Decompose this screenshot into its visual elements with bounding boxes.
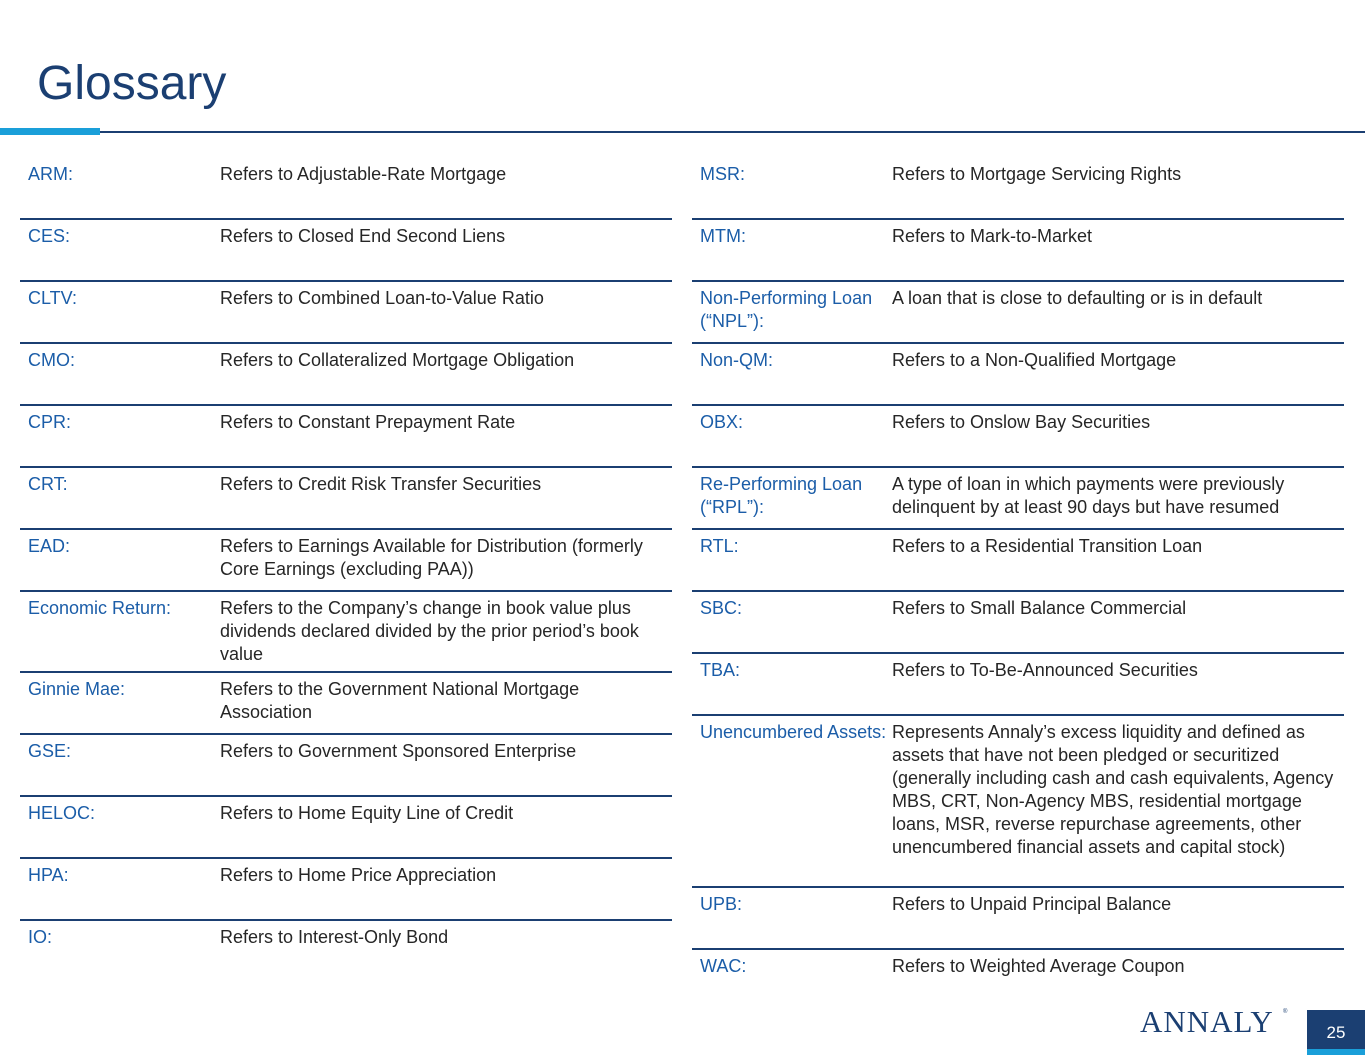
glossary-term: Non-QM:	[700, 350, 774, 370]
glossary-left-column	[20, 158, 672, 961]
glossary-definition: Refers to Home Price Appreciation	[220, 865, 497, 885]
glossary-row	[20, 282, 672, 344]
glossary-term: CES:	[28, 226, 71, 246]
glossary-row	[20, 220, 672, 282]
glossary-term: MTM:	[700, 226, 746, 246]
glossary-definition: Refers to Mark-to-Market	[892, 226, 1093, 246]
glossary-row	[692, 654, 1344, 716]
glossary-definition: A type of loan in which payments were previously delinquent by at least 90 days but have resumed	[892, 474, 1285, 517]
glossary-row	[20, 592, 672, 673]
glossary-row	[692, 888, 1344, 950]
glossary-definition: Refers to Adjustable-Rate Mortgage	[220, 164, 507, 184]
glossary-row	[692, 530, 1344, 592]
glossary-term: GSE:	[28, 741, 72, 761]
glossary-term: Re-Performing Loan (“RPL”):	[700, 474, 863, 517]
glossary-row	[20, 344, 672, 406]
glossary-term: IO:	[28, 927, 53, 947]
registered-mark: ®	[1283, 1009, 1288, 1015]
glossary-row	[692, 950, 1344, 990]
glossary-term: EAD:	[28, 536, 71, 556]
glossary-definition: Refers to Unpaid Principal Balance	[892, 894, 1172, 914]
glossary-row	[20, 158, 672, 220]
glossary-definition: Refers to Earnings Available for Distribution (formerly Core Earnings (excluding PAA))	[220, 536, 643, 579]
glossary-term: SBC:	[700, 598, 743, 618]
glossary-definition: Represents Annaly’s excess liquidity and defined as assets that have not been pledged or securitized (generally including cash and cash equivalents, Agency MBS, CRT, Non-Agency MBS, residential mortgage loans, MSR, reverse repurchase agreements, other unencumbered financial assets and capital stock)	[892, 722, 1334, 857]
glossary-definition: Refers to Weighted Average Coupon	[892, 956, 1185, 976]
glossary-term: Non-Performing Loan (“NPL”):	[700, 288, 873, 331]
glossary-term: CRT:	[28, 474, 68, 494]
glossary-definition: Refers to the Company’s change in book value plus dividends declared divided by the prior period’s book value	[220, 598, 639, 664]
glossary-definition: Refers to To-Be-Announced Securities	[892, 660, 1198, 680]
glossary-term: MSR:	[700, 164, 745, 184]
glossary-row	[20, 859, 672, 921]
glossary-definition: Refers to Constant Prepayment Rate	[220, 412, 516, 432]
glossary-row	[20, 921, 672, 961]
glossary-definition: Refers to Home Equity Line of Credit	[220, 803, 514, 823]
page-number-text: 25	[1326, 1022, 1346, 1042]
glossary-row	[20, 673, 672, 735]
title-rule	[0, 131, 1365, 133]
glossary-row	[692, 220, 1344, 282]
glossary-row	[20, 468, 672, 530]
glossary-row	[692, 406, 1344, 468]
glossary-row	[20, 797, 672, 859]
glossary-row	[692, 716, 1344, 888]
glossary-definition: Refers to Onslow Bay Securities	[892, 412, 1151, 432]
title-accent-bar	[0, 128, 100, 135]
glossary-row	[692, 282, 1344, 344]
glossary-term: UPB:	[700, 894, 743, 914]
glossary-definition: Refers to Collateralized Mortgage Obligation	[220, 350, 575, 370]
glossary-term: CPR:	[28, 412, 72, 432]
glossary-term: HPA:	[28, 865, 69, 885]
glossary-row	[20, 406, 672, 468]
glossary-row	[20, 530, 672, 592]
glossary-term: CMO:	[28, 350, 75, 370]
page-title: Glossary	[37, 57, 227, 110]
glossary-row	[692, 158, 1344, 220]
glossary-term: WAC:	[700, 956, 747, 976]
glossary-right-column	[692, 158, 1344, 990]
glossary-definition: Refers to Mortgage Servicing Rights	[892, 164, 1182, 184]
glossary-term: Unencumbered Assets:	[700, 722, 887, 742]
page-number-accent	[1307, 1049, 1365, 1055]
glossary-definition: Refers to Credit Risk Transfer Securities	[220, 474, 542, 494]
glossary-term: OBX:	[700, 412, 744, 432]
glossary-row	[20, 735, 672, 797]
annaly-logo: ANNALY	[1140, 1004, 1274, 1039]
glossary-row	[692, 344, 1344, 406]
glossary-definition: Refers to a Non-Qualified Mortgage	[892, 350, 1177, 370]
glossary-term: CLTV:	[28, 288, 78, 308]
glossary-definition: Refers to Interest-Only Bond	[220, 927, 449, 947]
glossary-term: ARM:	[28, 164, 73, 184]
glossary-term: Economic Return:	[28, 598, 172, 618]
glossary-definition: Refers to a Residential Transition Loan	[892, 536, 1203, 556]
glossary-term: Ginnie Mae:	[28, 679, 126, 699]
glossary-definition: Refers to the Government National Mortgage Association	[220, 679, 580, 722]
glossary-definition: Refers to Government Sponsored Enterprise	[220, 741, 577, 761]
glossary-term: TBA:	[700, 660, 741, 680]
glossary-row	[692, 468, 1344, 530]
glossary-definition: A loan that is close to defaulting or is in default	[892, 288, 1263, 308]
glossary-row	[692, 592, 1344, 654]
glossary-definition: Refers to Closed End Second Liens	[220, 226, 506, 246]
glossary-definition: Refers to Small Balance Commercial	[892, 598, 1187, 618]
glossary-term: RTL:	[700, 536, 739, 556]
glossary-term: HELOC:	[28, 803, 96, 823]
glossary-definition: Refers to Combined Loan-to-Value Ratio	[220, 288, 544, 308]
